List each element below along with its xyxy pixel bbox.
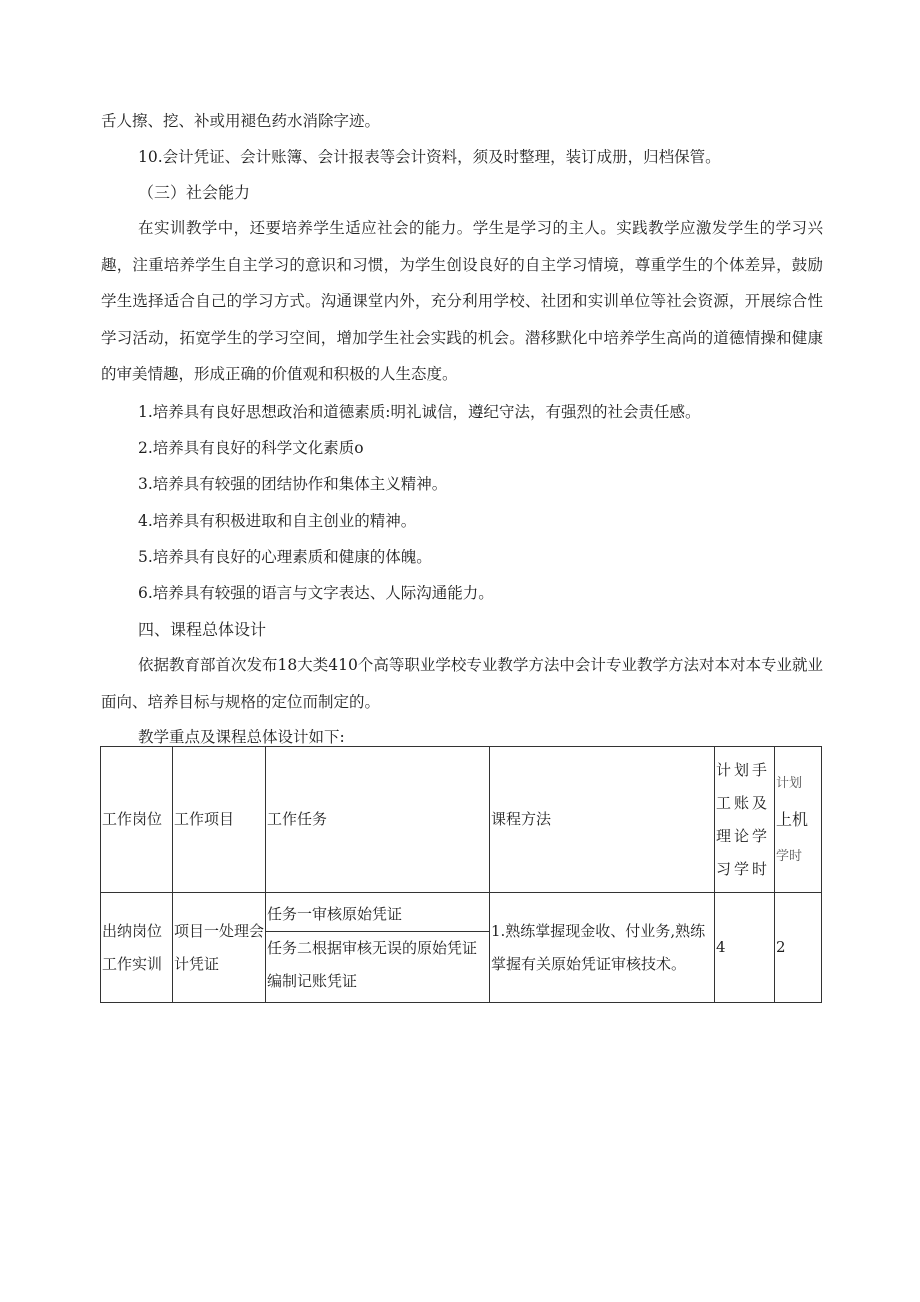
header-hours-computer <box>775 747 822 893</box>
header-project: 工作项目 <box>173 747 266 893</box>
list-item-1: 1.培养具有良好思想政治和道德素质:明礼诚信，遵纪守法，有强烈的社会责任感。 <box>138 403 701 421</box>
section-heading-course-design: 四、课程总体设计 <box>138 620 267 639</box>
list-item-2: 2.培养具有良好的科学文化素质o <box>138 439 364 457</box>
header-hours-computer-a: 计划 <box>776 775 803 791</box>
list-item-4: 4.培养具有积极进取和自主创业的精神。 <box>138 512 417 530</box>
header-hours-computer-c: 学时 <box>776 848 803 864</box>
header-hours-computer-b: 上机 <box>776 809 809 829</box>
list-item-6: 6.培养具有较强的语言与文字表达、人际沟通能力。 <box>138 584 494 602</box>
cell-tasks <box>266 893 490 1003</box>
cell-method: 1.熟练掌握现金收、付业务,熟练掌握有关原始凭证审核技术。 <box>490 893 715 1003</box>
cell-hours-computer: 2 <box>775 893 822 1003</box>
course-design-table <box>100 746 822 1003</box>
table-row <box>101 893 822 1003</box>
paragraph-social-ability: 在实训教学中，还要培养学生适应社会的能力。学生是学习的主人。实践教学应激发学生的学习兴趣，注重培养学生自主学习的意识和习惯，为学生创设良好的自主学习情境，尊重学生的个体差异，鼓励学生选择适合自己的学习方式。沟通课堂内外，充分利用学校、社团和实训单位等社会资源，开展综合性学习活动，拓宽学生的学习空间，增加学生社会实践的机会。潜移默化中培养学生高尚的道德情操和健康的审美情趣，形成正确的价值观和积极的人生态度。 <box>101 219 823 384</box>
header-post: 工作岗位 <box>101 747 173 893</box>
table-header-row <box>101 747 822 893</box>
text-line-item-10: 10.会计凭证、会计账簿、会计报表等会计资料，须及时整理，装订成册，归档保管。 <box>138 148 721 166</box>
paragraph-course-basis: 依据教育部首次发布18大类410个高等职业学校专业教学方法中会计专业教学方法对本对本专业就业面向、培养目标与规格的定位而制定的。 <box>101 656 823 711</box>
cell-task-1: 任务一审核原始凭证 <box>266 898 489 932</box>
list-item-5: 5.培养具有良好的心理素质和健康的体魄。 <box>138 548 432 566</box>
cell-post: 出纳岗位工作实训 <box>101 893 173 1003</box>
header-method: 课程方法 <box>490 747 715 893</box>
cell-task-2: 任务二根据审核无误的原始凭证编制记账凭证 <box>267 938 478 990</box>
list-item-3: 3.培养具有较强的团结协作和集体主义精神。 <box>138 475 448 493</box>
header-task: 工作任务 <box>266 747 490 893</box>
text-line-1: 舌人擦、挖、补或用褪色药水消除字迹。 <box>101 112 381 130</box>
section-heading-social-ability: （三）社会能力 <box>138 183 251 202</box>
cell-hours-manual: 4 <box>715 893 775 1003</box>
table-caption: 教学重点及课程总体设计如下: <box>138 728 345 746</box>
header-hours-manual: 计划手工账及理论学习学时 <box>715 747 775 893</box>
cell-project: 项目一处理会计凭证 <box>173 893 266 1003</box>
